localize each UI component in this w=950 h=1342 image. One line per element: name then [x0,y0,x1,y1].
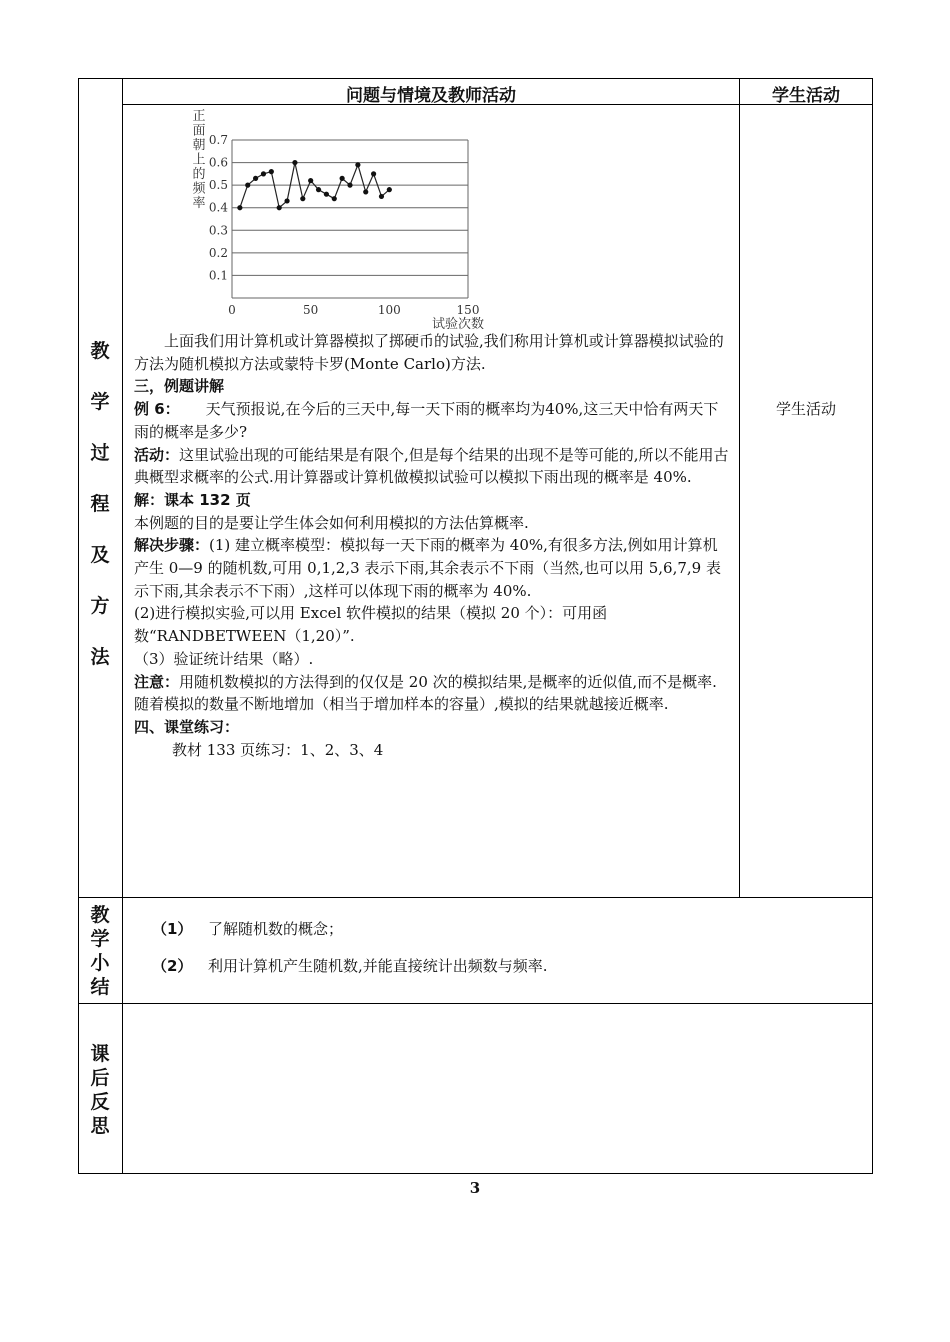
chart-ytick-label: 0.2 [208,245,228,260]
student-column-border [739,78,740,898]
section-3-title: 三，例题讲解 [134,377,225,396]
chart-data-point [245,183,250,188]
lesson-content [134,330,730,761]
chart-xtick-label: 0 [228,303,236,317]
chart-ytick-label: 0.3 [208,223,228,238]
chart-ylabel-char: 朝 [192,138,206,153]
intro-paragraph: 上面我们用计算机或计算器模拟了掷硬币的试验,我们称用计算机或计算器模拟试验的方法为随机模拟方法或蒙特卡罗(Monte Carlo)方法. [134,332,724,373]
example-6: 例 6： 天气预报说,在今后的三天中,每一天下雨的概率均为40%,这三天中恰有两天下雨的概率是多少? [134,400,719,441]
chart-data-point [371,171,376,176]
chart-ylabel-char: 的 [192,167,206,182]
student-activity-text: 学生活动 [775,400,836,418]
step-3: （3）验证统计结果（略）. [134,649,314,668]
chart-xtick-label: 150 [456,303,480,317]
summary-bottom-border [78,1003,873,1004]
chart-xtick-label: 50 [303,303,319,317]
chart-data-point [316,187,321,192]
chart-data-point [261,171,266,176]
chart-data-point [308,178,313,183]
side-label-process: 教 学 过 程 及 方 法 [90,340,110,668]
process-bottom-border [78,897,873,898]
side-label-reflection: 课 后 反 思 [90,1043,110,1137]
chart-ylabel-char: 频 [192,181,206,197]
chart-data-point [300,196,305,201]
solution-label: 解：课本 132 页 [134,490,251,509]
chart-ylabel-char: 率 [192,196,206,211]
chart-data-point [284,198,289,203]
chart-data-point [277,205,282,210]
table-bottom-border [78,1173,873,1174]
activity-paragraph: 活动：这里试验出现的可能结果是有限个,但是每个结果的出现不是等可能的,所以不能用古典概型求概率的公式.用计算器或计算机做模拟试验可以模拟下雨出现的概率是 40%. [134,445,729,487]
exercise-line: 教材 133 页练习：1、2、3、4 [172,740,384,759]
chart-data-point [237,205,242,210]
header-main-title: 问题与情境及教师活动 [346,86,516,106]
summary-item-2: （2） 利用计算机产生随机数,并能直接统计出频数与频率. [152,957,548,975]
chart-xlabel: 试验次数 [431,317,485,332]
chart-ylabel-char: 面 [192,123,206,139]
chart-data-point [340,176,345,181]
page-number: 3 [469,1179,481,1197]
chart-ytick-label: 0.1 [208,268,228,283]
chart-data-point [387,187,392,192]
table-right-border [872,78,873,1174]
label-column-border [122,78,123,1174]
chart-data-point [269,169,274,174]
chart-ylabel [192,109,206,211]
chart-ytick-label: 0.6 [208,155,228,170]
note-paragraph: 注意：用随机数模拟的方法得到的仅仅是 20 次的模拟结果,是概率的近似值,而不是概率.随着模拟的数量不断地增加（相当于增加样本的容量）,模拟的结果就越接近概率. [134,672,717,714]
chart-ylabel-char: 上 [192,152,206,168]
chart-data-point [363,189,368,194]
chart-ytick-label: 0.4 [208,200,228,215]
chart-xtick-label: 100 [377,303,401,317]
section-4-title: 四、课堂练习： [134,717,240,736]
chart-data-point [379,194,384,199]
steps-paragraph: 解决步骤：(1) 建立概率模型：模拟每一天下雨的概率为 40%,有很多方法,例如用计算机产生 0—9 的随机数,可用 0,1,2,3 表示下雨,其余表示不下雨（当然,也可以用 5,6,7,9 表示下雨,其余表示不下雨）,这样可以体现下雨的概率为 40%. [134,536,721,600]
chart-data-point [355,162,360,167]
chart-ylabel-char: 正 [192,109,206,124]
chart-ytick-label: 0.5 [208,178,228,193]
table-top-border [78,78,873,79]
table-left-border [78,78,79,1174]
chart-data-point [347,183,352,188]
side-label-summary: 教 学 小 结 [90,904,110,998]
summary-item-1: （1） 了解随机数的概念； [152,920,344,938]
header-student-title: 学生活动 [772,86,840,106]
chart-xticks [228,303,479,317]
chart-data-point [292,160,297,165]
chart-gridlines [232,140,468,298]
step-2: (2)进行模拟实验,可以用 Excel 软件模拟的结果（模拟 20 个）：可用函数“RANDBETWEEN（1,20）”. [134,604,608,646]
chart-data-point [324,192,329,197]
chart-data-point [332,196,337,201]
frequency-line-chart [186,108,546,332]
chart-yticks [209,133,228,282]
purpose-paragraph: 本例题的目的是要让学生体会如何利用模拟的方法估算概率. [134,513,529,532]
chart-data-point [253,176,258,181]
chart-ytick-label: 0.7 [208,133,228,147]
